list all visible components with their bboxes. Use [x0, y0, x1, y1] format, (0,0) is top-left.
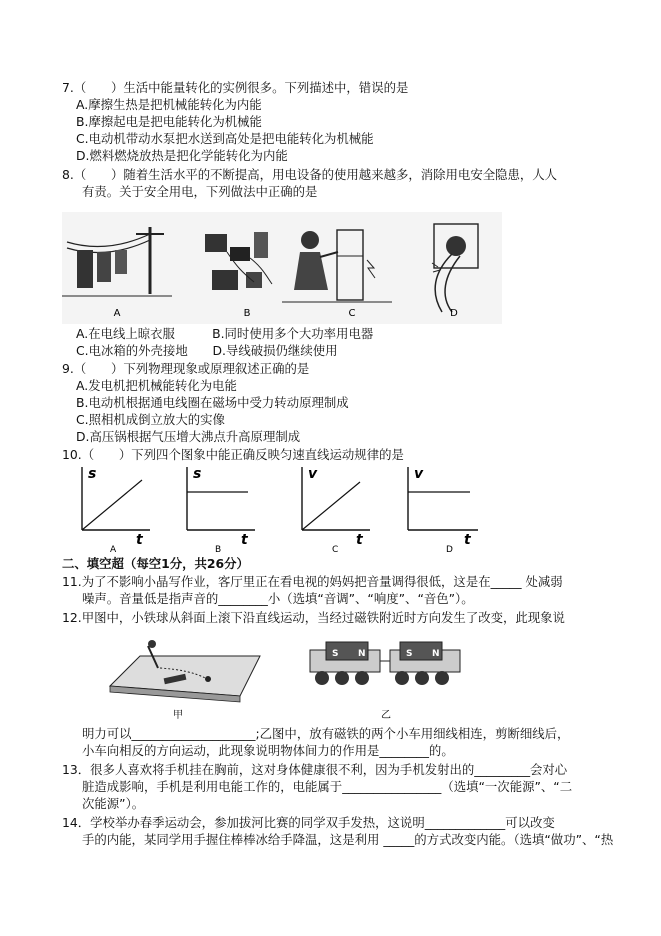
q7-stem: 7.（ ）生活中能量转化的实例很多。下列描述中，错误的是 — [62, 80, 409, 95]
q12-line2: 明力可以____________________;乙图中，放有磁铁的两个小车用细线相连，剪断细线后， — [82, 726, 570, 741]
q14-line1: 14．学校举办春季运动会，参加拔河比赛的同学双手发热，这说明_____________可以改变 — [62, 815, 555, 830]
q14-line2: 手的内能，某同学用手握住棒棒冰给手降温，这是利用 _____的方式改变内能。（选填“做功”、“热 — [82, 832, 614, 847]
q7-option-a: A.摩擦生热是把机械能转化为内能 — [76, 97, 262, 112]
q10-graph-c-label: C — [332, 545, 339, 554]
q10-graph-c-y-label: v — [308, 466, 318, 482]
q9-option-a: A.发电机把机械能转化为电能 — [76, 378, 237, 393]
q10-graph-a-x-label: t — [136, 532, 143, 548]
q8-figure-label-c: C — [348, 308, 356, 319]
q12-figure — [100, 626, 480, 724]
q11-line2: 噪声。音量低是指声音的________小（选填“音调”、“响度”、“音色”）。 — [82, 591, 474, 606]
q12-line3: 小车向相反的方向运动，此现象说明物体间力的作用是________的。 — [82, 743, 454, 758]
q10-graph-a — [82, 466, 150, 554]
q9-option-c: C.照相机成倒立放大的实像 — [76, 412, 225, 427]
q10-graph-d — [408, 466, 478, 554]
section2-title: 二、填空超（每空1分，共26分） — [62, 556, 249, 571]
q8-figure-label-d: D — [450, 308, 458, 319]
q10-graph-d-x-label: t — [464, 532, 471, 548]
q10-graph-c — [302, 466, 370, 554]
q13-line1: 13．很多人喜欢将手机挂在胸前，这对身体健康很不利，因为手机发射出的_________会对心 — [62, 762, 568, 777]
q10-graph-c-x-label: t — [356, 532, 363, 548]
q7-option-c: C.电动机带动水泵把水送到高处是把电能转化为机械能 — [76, 131, 374, 146]
q8-options-row2: C.电冰箱的外壳接地 D.导线破损仍继续使用 — [76, 343, 338, 358]
q10-graph-b-y-label: s — [193, 466, 202, 482]
q8-figure-label-a: A — [113, 308, 121, 319]
q12-magnet-n-left: N — [358, 649, 366, 659]
q7-option-d: D.燃料燃烧放热是把化学能转化为内能 — [76, 148, 288, 163]
q10-graph-b-x-label: t — [241, 532, 248, 548]
q8-stem-line2: 有责。关于安全用电，下列做法中正确的是 — [82, 184, 318, 199]
q11-line1: 11.为了不影响小晶写作业，客厅里正在看电视的妈妈把音量调得很低，这是在_____ 处减弱 — [62, 574, 563, 589]
q12-line1: 12.甲图中，小铁球从斜面上滚下沿直线运动，当经过磁铁附近时方向发生了改变，此现象说 — [62, 610, 565, 625]
q10-graph-d-label: D — [446, 545, 453, 554]
q9-stem: 9.（ ）下列物理现象或原理叙述正确的是 — [62, 361, 310, 376]
q13-line2: 脏造成影响，手机是利用电能工作的，电能属于________________（选填“一次能源”、“二 — [82, 779, 573, 794]
q8-figure-label-b: B — [243, 308, 251, 319]
q10-graph-d-y-label: v — [414, 466, 424, 482]
q13-line3: 次能源”）。 — [82, 796, 145, 811]
q10-graph-a-y-label: s — [88, 466, 97, 482]
q8-figure — [62, 212, 502, 324]
q9-option-b: B.电动机根据通电线圈在磁场中受力转动原理制成 — [76, 395, 349, 410]
q12-figure-jia-ramp — [110, 640, 260, 702]
q12-figure-label-jia: 甲 — [173, 710, 183, 721]
q10-graphs — [70, 462, 490, 554]
q12-magnet-n-right: N — [432, 649, 440, 659]
q12-figure-label-yi: 乙 — [381, 710, 391, 721]
q10-graph-b-label: B — [215, 545, 222, 554]
q10-graph-a-label: A — [110, 545, 117, 554]
q7-option-b: B.摩擦起电是把电能转化为机械能 — [76, 114, 262, 129]
q10-stem: 10.（ ）下列四个图象中能正确反映匀速直线运动规律的是 — [62, 447, 404, 462]
q10-graph-b — [187, 466, 255, 554]
q8-options-row1: A.在电线上晾衣服 B.同时使用多个大功率用电器 — [76, 326, 374, 341]
q8-stem-line1: 8.（ ）随着生活水平的不断提高，用电设备的使用越来越多，消除用电安全隐患，人人 — [62, 167, 558, 182]
q12-magnet-s-right: S — [406, 649, 413, 659]
q9-option-d: D.高压锅根据气压增大沸点升高原理制成 — [76, 429, 301, 444]
q12-magnet-s-left: S — [332, 649, 339, 659]
